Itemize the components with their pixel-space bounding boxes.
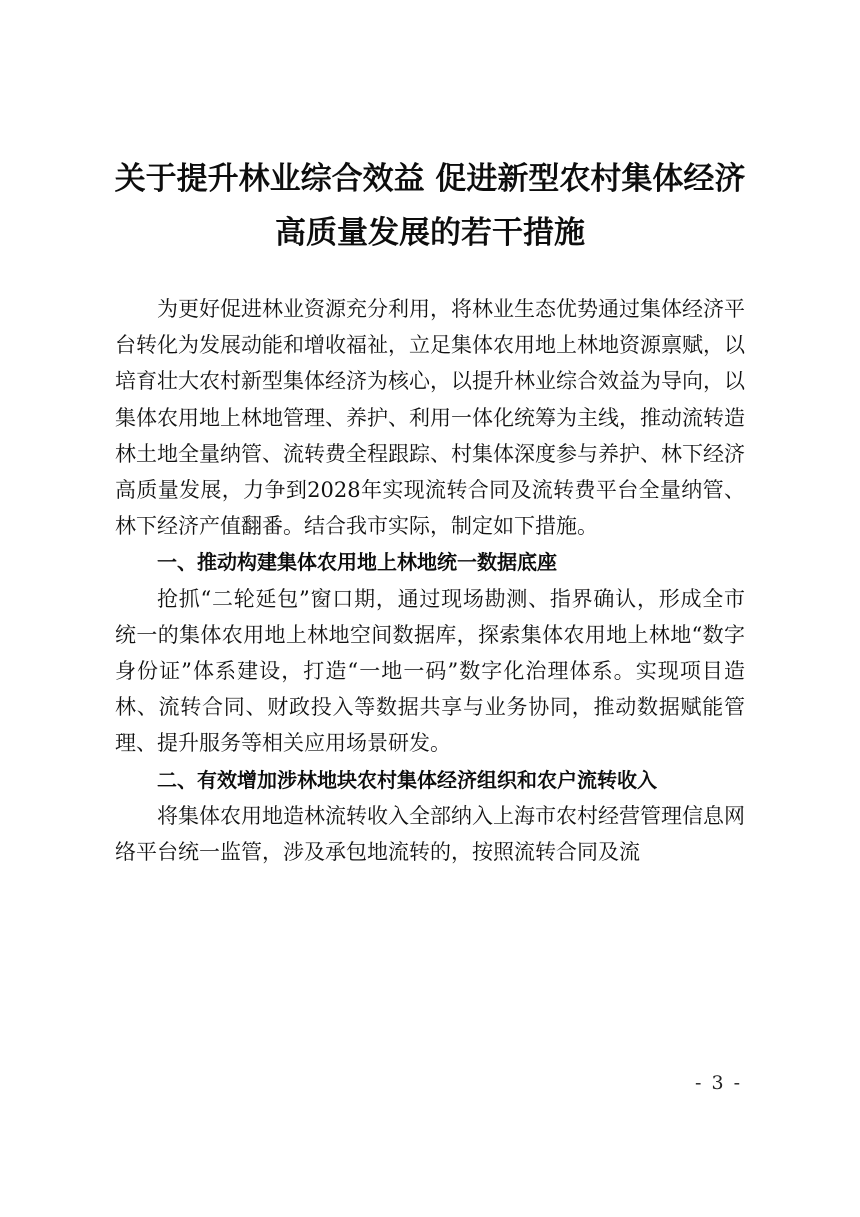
document-title-line-1: 关于提升林业综合效益 促进新型农村集体经济 bbox=[114, 161, 746, 197]
section-2-paragraph: 将集体农用地造林流转收入全部纳入上海市农村经营管理信息网络平台统一监管，涉及承包地流转的，按照流转合同及流 bbox=[115, 803, 745, 865]
document-title-line-2: 高质量发展的若干措施 bbox=[275, 215, 585, 251]
document-body bbox=[115, 291, 745, 870]
section-1-paragraph: 抢抓“二轮延包”窗口期，通过现场勘测、指界确认，形成全市统一的集体农用地上林地空间数据库，探索集体农用地上林地“数字身份证”体系建设，打造“一地一码”数字化治理体系。实现项目造林、流转合同、财政投入等数据共享与业务协同，推动数据赋能管理、提升服务等相关应用场景研发。 bbox=[115, 586, 745, 756]
page-number: - 3 - bbox=[694, 1072, 742, 1094]
section-1-heading: 一、推动构建集体农用地上林地统一数据底座 bbox=[157, 550, 557, 575]
section-2-heading: 二、有效增加涉林地块农村集体经济组织和农户流转收入 bbox=[157, 767, 657, 792]
intro-paragraph: 为更好促进林业资源充分利用，将林业生态优势通过集体经济平台转化为发展动能和增收福祉，立足集体农用地上林地资源禀赋，以培育壮大农村新型集体经济为核心，以提升林业综合效益为导向，以集体农用地上林地管理、养护、利用一体化统筹为主线，推动流转造林土地全量纳管、流转费全程跟踪、村集体深度参与养护、林下经济高质量发展，力争到2028年实现流转合同及流转费平台全量纳管、林下经济产值翻番。结合我市实际，制定如下措施。 bbox=[115, 297, 745, 539]
